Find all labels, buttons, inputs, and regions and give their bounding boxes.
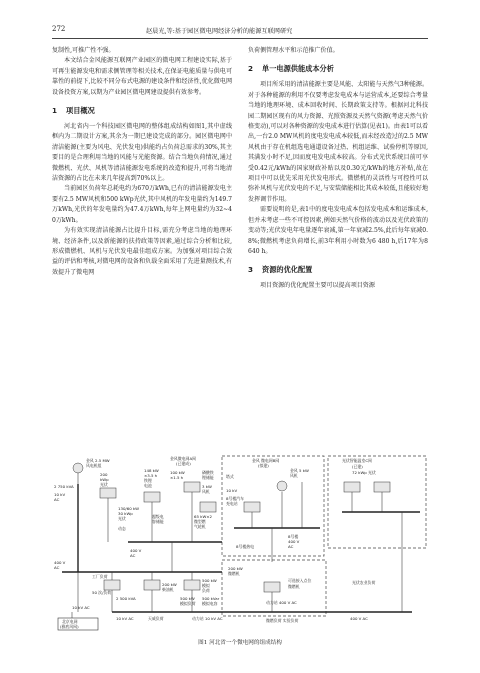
fig-label: 微型燃 xyxy=(194,519,206,524)
fig-label: 气轮机 xyxy=(194,524,206,529)
fig-label: 100 kW xyxy=(170,470,185,475)
fig-label: 北京电网 xyxy=(62,619,78,624)
fig-label: 200 xyxy=(100,472,108,477)
fig-label: 400 V xyxy=(130,548,142,553)
fig-label: AC xyxy=(54,497,60,502)
fig-label: 磷酸铁 xyxy=(202,470,214,475)
fig-label: 电池 xyxy=(144,483,152,488)
fig-label: 200 kW xyxy=(162,582,177,587)
section-number: 3 xyxy=(248,265,254,275)
fig-label: (已建) xyxy=(352,464,363,469)
paragraph: 复制性,可推广性不强。 xyxy=(52,47,115,54)
load-icon xyxy=(184,580,200,590)
fig-label: 光伏 xyxy=(118,516,126,521)
fig-label: 铁锂 xyxy=(144,478,152,483)
fig-label: 50 次/负荷 xyxy=(92,590,112,595)
fig-label: (已建成) xyxy=(176,461,191,466)
paragraph: 河北省内一个科技园区微电网的整体组成结构如图1,其中虚线框内为二期设计方案,其余为一期已建设完成的部分。园区微电网中清洁能源(主要为风电、光伏发电)供能约占负荷总需求的30%,其主要目的是合理利用当地的风能与光能资源。结合当地负荷情况,通过微燃机、光伏、风机等清洁能源发电系统的改造和提升,可将当地清洁资源的占比在未来几年提高到70%以上。 xyxy=(52,123,232,183)
fig-label: 500 kVar xyxy=(202,596,220,601)
fig-label: 200 kW xyxy=(228,566,243,571)
fig-label: 工厂负荷 xyxy=(92,574,108,579)
paragraph: 本文结合金风能源互联网产业园区的微电网工程建设实际,基于可再生能源发电和需求侧管理等相关技术,在保证电能质量与供电可靠性的前提下,比较不同分布式电源的建设条件和经济性,优化微电网设备投资方案,以期为产业园区微电网建设提供有效参考。 xyxy=(52,57,232,96)
fig-label: AC xyxy=(288,544,294,549)
section-title: 项目概况 xyxy=(66,106,95,116)
battery-icon xyxy=(184,482,200,492)
fig-label: 金风 微电网B网 xyxy=(252,458,280,463)
fig-label: 容储能 xyxy=(152,519,164,524)
page-number: 272 xyxy=(52,25,66,33)
paragraph: 为有效实现清洁能源占比提升目标,需充分考虑当地的地理环境、经济条件,以及新能源的扶持政策等因素,通过综合分析和比较,形成微燃机、风机与光伏发电最佳组成方案。为加强对项目综合效益的评估和考核,对微电网的设备和负载全面采用了先进量测技术,有效提升了微电网 xyxy=(52,227,232,276)
fig-label: 400 V AC xyxy=(350,616,368,621)
pv-panel-icon xyxy=(344,482,360,492)
section-heading xyxy=(52,106,232,116)
fig-label: 天威负荷 xyxy=(148,616,164,621)
fig-label: 光伏农业负荷 xyxy=(352,580,376,585)
paragraph: 项目所采用的清洁能源主要是风能、太阳能与天然气3种能源。对于各种能源的利用不仅要考虑发电成本与运营成本,还要综合考量当地的地理环境、成本回收时间、长期政策支持等。根据河北科技园二期园区现有的风力资源、光照资源及天然气资源(考虑天然气价格变动),可以对各种资源的发电成本进行估算(见表1)。由表1可以看出,一台2.0 MW风机的度电发电成本较低,而未经改造过的2.5 MW风机由于存在机组选电通道设备过热、机组运维、试验停机等原因,其满发小时不足,因而度电发电成本较高。分布式光伏系统目前可享受0.42元/kWh的国家财政补贴以及0.30元/kWh的地方补贴,故在项目中可以优先采用光伏发电形式。微燃机的灵活性与可控性可以弥补风机与光伏发电的不足,与安装储能相比其成本较低,且能较好地发挥调节作用。 xyxy=(248,81,428,203)
fig-label: 模拟 xyxy=(202,583,210,588)
figure-caption: 图1 河北省一个微电网的组成结构 xyxy=(198,640,282,646)
right-column xyxy=(248,46,428,292)
fig-label: 500 kW xyxy=(180,596,195,601)
wind-turbine-icon xyxy=(73,463,83,473)
fig-label: 风机 xyxy=(202,489,210,494)
battery-icon xyxy=(144,492,160,502)
fig-label: 风电机组 xyxy=(86,463,102,468)
fig-label: 风机 xyxy=(290,473,298,478)
left-column xyxy=(52,46,232,278)
paragraph: 项目资源的优化配置主要可以提高项目资源 xyxy=(260,282,375,290)
fig-label: 可选接入点位 xyxy=(288,578,312,583)
fig-label: AC xyxy=(54,565,60,570)
fig-label: 148 kW xyxy=(144,468,159,473)
fig-label: 10 kV xyxy=(54,492,66,497)
microgrid-diagram xyxy=(52,452,428,636)
fig-label: 130/60 kW xyxy=(118,506,140,511)
generator-icon xyxy=(144,580,160,590)
fig-label: 10 kV xyxy=(226,488,238,493)
fig-label: 塔式 xyxy=(226,474,234,479)
ev-charger-icon xyxy=(244,502,260,512)
fig-label: (拟建) xyxy=(258,463,269,468)
microturbine-icon xyxy=(264,582,280,592)
fig-label: 柴油机 xyxy=(162,587,174,592)
section-number: 2 xyxy=(248,64,254,74)
section-heading xyxy=(248,64,428,74)
fig-label: 模拟负荷 xyxy=(180,601,196,606)
fig-label: 微燃负荷 实验负荷 xyxy=(266,618,299,623)
section-title: 单一电源供能成本分析 xyxy=(262,64,334,74)
fig-label: ×1.5 h xyxy=(170,475,184,480)
running-title: 赵晨光,等:基于园区微电网经济分析的能源互联网研究 xyxy=(146,28,293,35)
fig-label: 400 V xyxy=(54,560,66,565)
section-number: 1 xyxy=(52,106,58,116)
paragraph: 当前园区负荷年总耗电约为670万kWh,已有的清洁能源发电主要有2.5 MW风机和500 kWp光伏,其中风机的年发电量约为149.7万kWh,光伏的年发电量约为47.4万kWh,每年上网电量约为32~40万kWh。 xyxy=(52,185,232,224)
fig-label: AC xyxy=(130,553,136,558)
mg-c-frame xyxy=(328,456,426,548)
fig-label: 光伏 xyxy=(100,482,108,487)
fig-label: 30 kWp xyxy=(118,511,133,516)
fig-label: 金风微电网A网 xyxy=(170,456,197,461)
load-icon xyxy=(104,580,120,590)
fig-label: 8号楼热电 xyxy=(236,544,255,549)
fig-label: 65 kW×2 xyxy=(194,514,213,519)
fig-label: kWp xyxy=(100,477,109,482)
paragraph: 负荷侧管理水平和示范推广价值。 xyxy=(248,47,339,54)
fig-label: 锂储能 xyxy=(202,475,214,480)
section-title: 资源的优化配置 xyxy=(262,265,313,275)
fig-label: 10 kV AC xyxy=(72,605,90,610)
fig-label: 微燃机 xyxy=(228,571,240,576)
fig-label: 2 500 kVA xyxy=(116,596,136,601)
fig-label: 微燃机 xyxy=(288,584,300,589)
fig-label: 充电站 xyxy=(226,501,238,506)
fig-label: 动力站 10 kV AC xyxy=(192,616,223,621)
fig-label: 金风 2.5 MW xyxy=(86,458,110,463)
fig-label: 3 kW xyxy=(202,484,212,489)
fig-label: 8号楼汽车 xyxy=(226,496,245,501)
fig-label: 8号楼 xyxy=(288,534,299,539)
fig-label: 动力站 400 V AC xyxy=(266,600,297,605)
fig-label: 10 kV AC xyxy=(116,616,134,621)
paragraph: 需要说明的是,表1中的度电发电成本包括发电成本和运维成本,但并未考虑一些不可控因素,例如天然气价格的波动以及光伏政策的变动等;光伏发电年电量逐年衰减,第一年衰减2.5%,此后每年衰减0.8%;微燃机考虑负荷增长,前3年利用小时数为6 480 h,后17年为8 640 h。 xyxy=(248,206,428,255)
fig-label: 400 V xyxy=(288,539,300,544)
fig-label: 金风 5 kW xyxy=(290,468,309,473)
pv-panel-icon xyxy=(374,482,390,492)
fig-label: 2 750 kVA xyxy=(54,484,74,489)
fig-label: 动态 xyxy=(118,526,126,531)
fig-label: 超级电 xyxy=(152,514,164,519)
wind-turbine-icon xyxy=(277,481,287,491)
fig-label: ×3.5 h xyxy=(144,473,158,478)
page-header xyxy=(52,24,428,39)
section-heading xyxy=(248,265,428,275)
fig-label: 模拟电容 xyxy=(202,601,218,606)
pv-panel-icon xyxy=(100,488,116,498)
turbine-icon xyxy=(200,502,216,512)
fig-label: 负荷 xyxy=(202,588,210,593)
fig-label: 72 kWp 光伏 xyxy=(352,470,376,475)
fig-label: 500 kW xyxy=(202,578,217,583)
figure-1 xyxy=(52,452,428,650)
fig-label: (雅底风网) xyxy=(60,624,79,629)
fig-label: 光伏智能温室C网 xyxy=(342,458,372,463)
